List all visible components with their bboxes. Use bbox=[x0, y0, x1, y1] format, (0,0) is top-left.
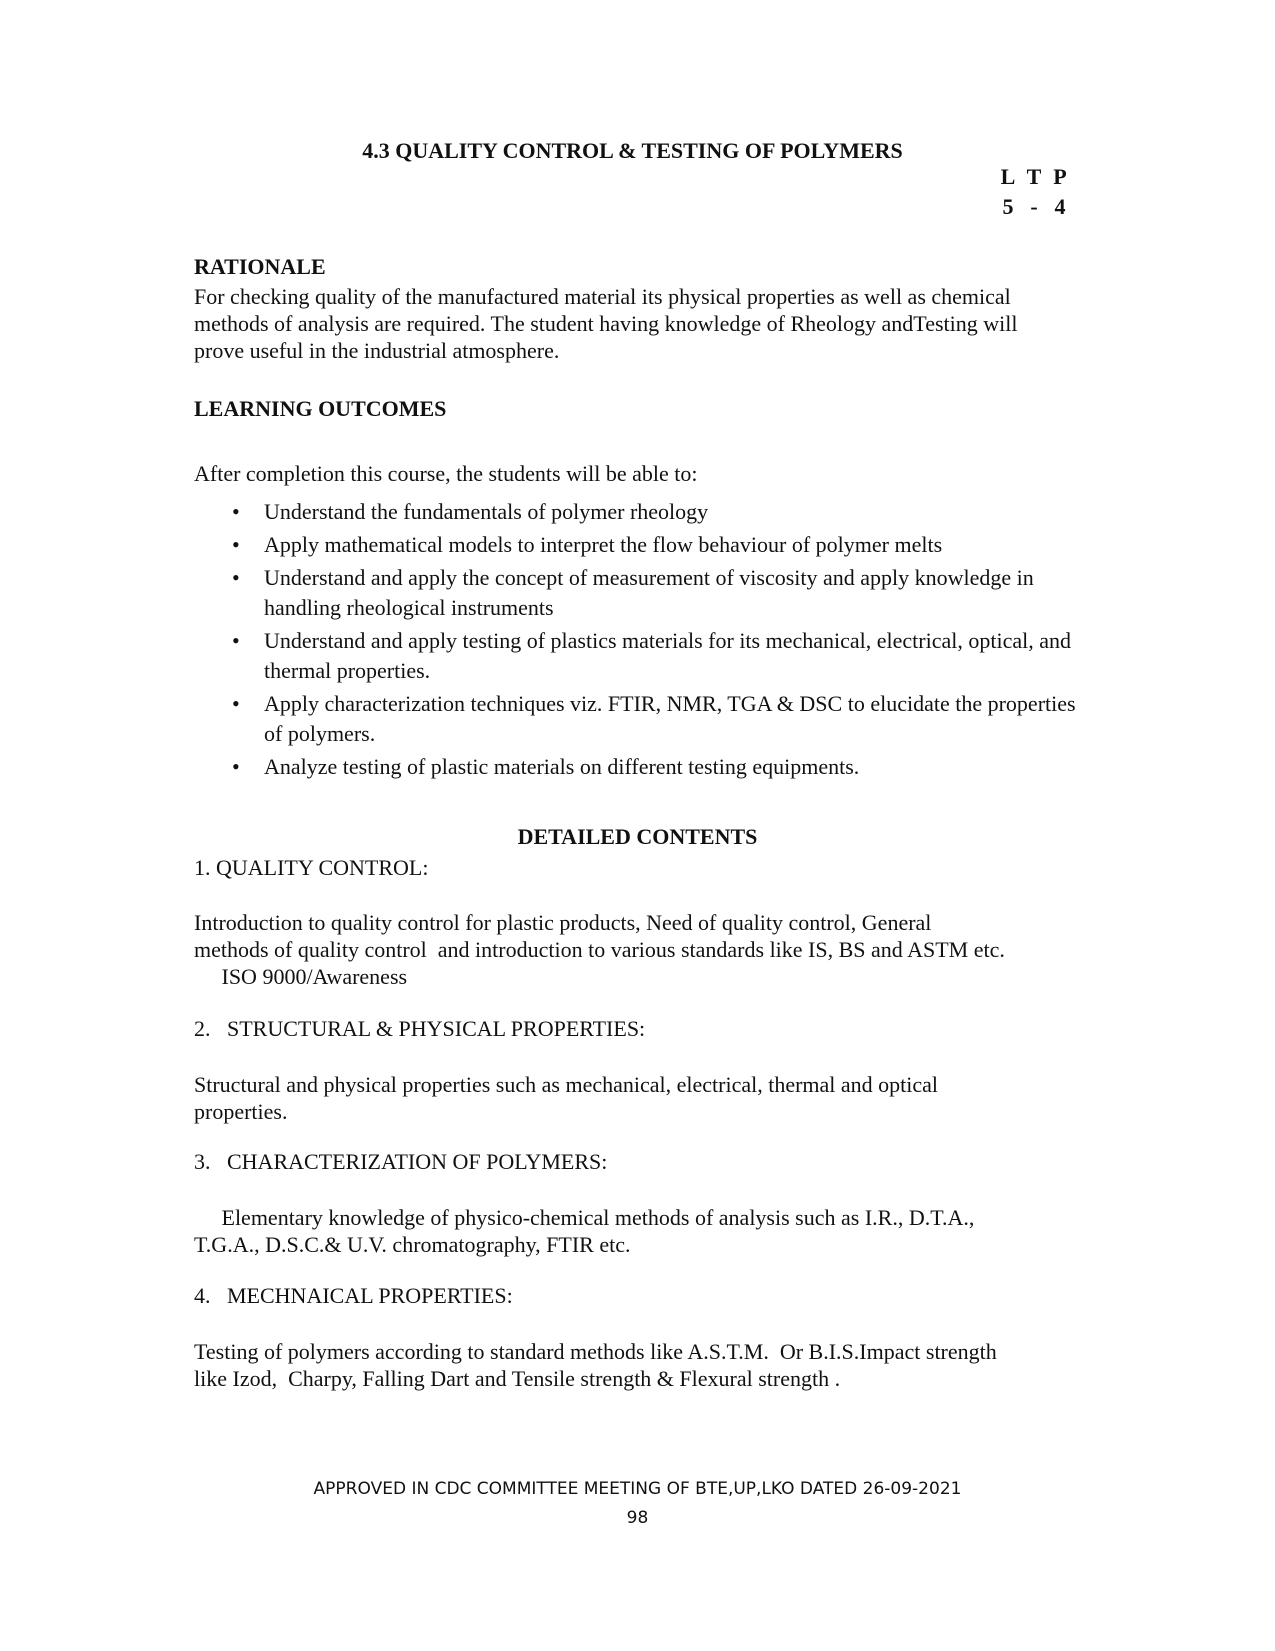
section-4-line-2: like Izod, Charpy, Falling Dart and Tensile strength & Flexural strength . bbox=[194, 1366, 841, 1391]
page-title: 4.3 QUALITY CONTROL & TESTING OF POLYMERS bbox=[362, 138, 903, 163]
section-2-title: 2. STRUCTURAL & PHYSICAL PROPERTIES: bbox=[194, 1016, 646, 1041]
ltp-value-l: 5 bbox=[1002, 194, 1014, 219]
rationale-heading: RATIONALE bbox=[194, 254, 326, 279]
section-1-line-2: methods of quality control and introduction to various standards like IS, BS and ASTM etc. bbox=[194, 937, 1005, 962]
section-3-line-1: Elementary knowledge of physico-chemical methods of analysis such as I.R., D.T.A., bbox=[194, 1205, 975, 1230]
ltp-headers bbox=[995, 164, 1073, 190]
section-1-line-3: ISO 9000/Awareness bbox=[194, 964, 408, 989]
learning-outcomes-heading: LEARNING OUTCOMES bbox=[194, 396, 447, 421]
page-number: 98 bbox=[626, 1508, 649, 1528]
learning-outcomes-intro: After completion this course, the students will be able to: bbox=[194, 461, 698, 486]
ltp-value-p: 4 bbox=[1054, 194, 1066, 219]
rationale-line-3: prove useful in the industrial atmosphere. bbox=[194, 338, 560, 363]
rationale-line-1: For checking quality of the manufactured material its physical properties as well as chemical bbox=[194, 284, 1011, 309]
ltp-header-t: T bbox=[1026, 164, 1042, 189]
learning-outcomes-list bbox=[232, 497, 1092, 785]
section-4-title: 4. MECHNAICAL PROPERTIES: bbox=[194, 1283, 513, 1308]
footer-approval: APPROVED IN CDC COMMITTEE MEETING OF BTE,UP,LKO DATED 26-09-2021 bbox=[313, 1479, 962, 1499]
list-item: • Apply mathematical models to interpret the flow behaviour of polymer melts bbox=[232, 530, 1092, 560]
rationale-line-2: methods of analysis are required. The student having knowledge of Rheology andTesting will bbox=[194, 311, 1018, 336]
list-item: • Understand the fundamentals of polymer rheology bbox=[232, 497, 1092, 527]
list-item: • Understand and apply testing of plastics materials for its mechanical, electrical, optical, and thermal properties. bbox=[232, 626, 1092, 686]
ltp-header-p: P bbox=[1053, 164, 1067, 189]
section-3-title: 3. CHARACTERIZATION OF POLYMERS: bbox=[194, 1149, 608, 1174]
ltp-value-t: - bbox=[1030, 194, 1038, 219]
section-3-line-2: T.G.A., D.S.C.& U.V. chromatography, FTIR etc. bbox=[194, 1232, 631, 1257]
list-item: • Understand and apply the concept of measurement of viscosity and apply knowledge in handling rheological instruments bbox=[232, 563, 1092, 623]
ltp-header-l: L bbox=[1000, 164, 1016, 189]
section-2-line-1: Structural and physical properties such as mechanical, electrical, thermal and optical bbox=[194, 1072, 939, 1097]
section-2-line-2: properties. bbox=[194, 1099, 288, 1124]
section-4-line-1: Testing of polymers according to standard methods like A.S.T.M. Or B.I.S.Impact strength bbox=[194, 1339, 997, 1364]
detailed-contents-heading: DETAILED CONTENTS bbox=[517, 824, 758, 849]
list-item: • Apply characterization techniques viz. FTIR, NMR, TGA & DSC to elucidate the properties of polymers. bbox=[232, 689, 1092, 749]
section-1-line-1: Introduction to quality control for plastic products, Need of quality control, General bbox=[194, 910, 932, 935]
list-item: • Analyze testing of plastic materials on different testing equipments. bbox=[232, 752, 1092, 782]
ltp-values bbox=[995, 194, 1073, 220]
section-1-title: 1. QUALITY CONTROL: bbox=[194, 855, 429, 880]
